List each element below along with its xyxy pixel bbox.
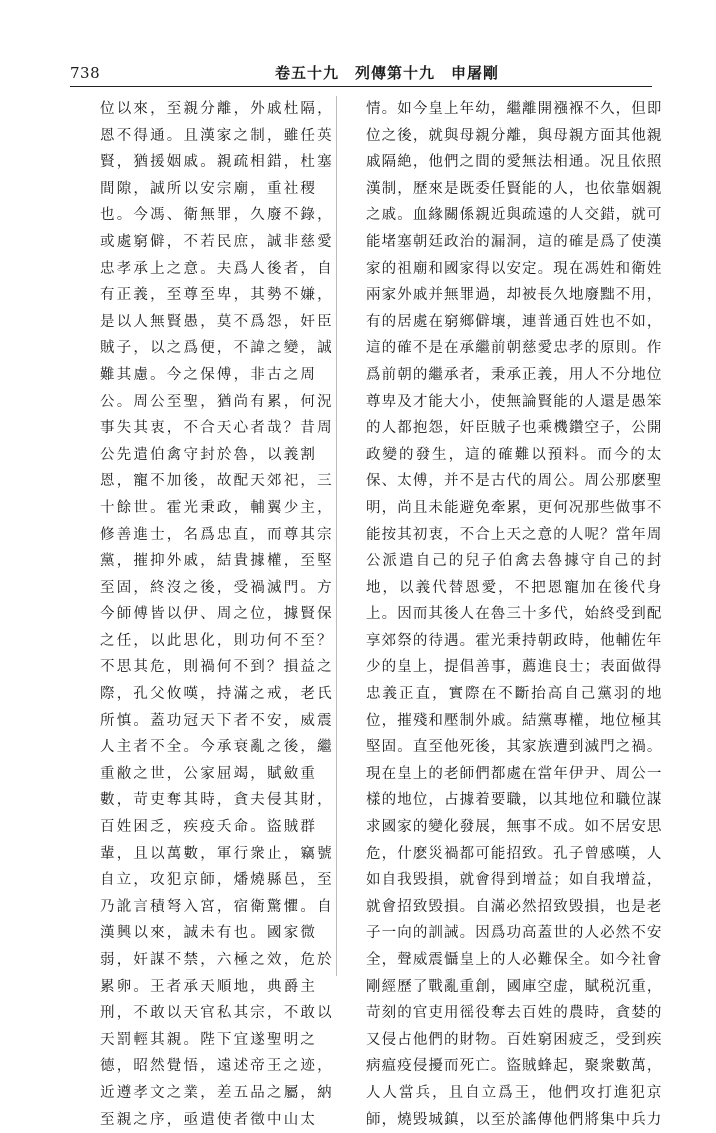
translation-text-line: 位，摧殘和壓制外戚。結黨專權，地位極其 [366,712,662,729]
translation-text-line: 地，以義代替恩愛，不把恩寵加在後代身 [366,579,662,596]
classical-text-line: 賊子，以之爲便，不諱之變，誠 [100,340,334,357]
translation-text-line: 尊卑及才能大小，使無論賢能的人還是愚笨 [366,393,662,410]
translation-text-line: 子一向的訓誡。因爲功高蓋世的人必然不安 [366,925,662,942]
classical-text-line: 近遵孝文之業，差五品之屬，納 [100,1084,334,1101]
translation-text-line: 如自我毁損，就會得到增益；如自我增益， [366,872,662,889]
translation-text-line: 情。如今皇上年幼，繼離開襁褓不久，但即 [366,101,662,117]
translation-text-column [366,96,662,1128]
classical-text-line: 德，昭然覺悟，遠述帝王之迹， [100,1058,334,1075]
column-divider [336,96,337,976]
classical-text-line: 所慎。蓋功冠天下者不安，威震 [100,712,334,729]
translation-text-line: 求國家的變化發展，無事不成。如不居安思 [366,819,662,836]
translation-text-line: 爲前朝的繼承者，秉承正義，用人不分地位 [366,366,662,383]
translation-text-line: 又侵占他們的財物。百姓窮困疲乏，受到疾 [366,1031,662,1048]
translation-text-line: 樣的地位，占據着要職，以其地位和職位謀 [366,792,662,809]
translation-text-line: 位之後，就與母親分離，與母親方面其他親 [366,127,662,144]
classical-text-line: 百姓困乏，疾疫夭命。盜賊群 [100,819,318,836]
classical-text-line: 修善進士，名爲忠直，而尊其宗 [100,526,334,543]
classical-text-line: 也。今馮、衛無罪，久廢不錄， [100,207,334,224]
classical-text-line: 或處窮僻，不若民庶，誠非慈愛 [100,233,334,250]
translation-text-line: 這的確不是在承繼前朝慈愛忠孝的原則。作 [366,340,662,357]
classical-text-column [100,96,334,1128]
classical-text-line: 重敝之世，公家屈竭，賦斂重 [100,765,318,782]
classical-text-line: 乃訛言積弩入宮，宿衛驚懼。自 [100,898,334,915]
translation-text-line: 上。因而其後人在魯三十多代，始終受到配 [366,606,662,623]
translation-text-line: 就會招致毁損。自滿必然招致毁損，也是老 [366,898,662,915]
translation-text-line: 享郊祭的待遇。霍光秉持朝政時，他輔佐年 [366,632,662,649]
classical-text-line: 恩，寵不加後，故配天郊祀，三 [100,473,334,490]
classical-text-line: 事失其衷，不合天心者哉？昔周 [100,420,334,437]
classical-text-line: 黨，摧抑外戚，結貴據權，至堅 [100,553,334,570]
classical-text-line: 是以人無賢愚，莫不爲怨，奸臣 [100,313,334,330]
classical-text-line: 刑，不敢以天官私其宗，不敢以 [100,1005,334,1022]
classical-text-line: 公。周公至聖，猶尚有累，何況 [100,393,334,410]
classical-text-line: 不思其危，則禍何不到？損益之 [100,659,334,676]
page-number: 738 [70,64,101,82]
classical-text-line: 人主者不全。今承衰亂之後，繼 [100,739,334,756]
translation-text-line: 剛經歷了戰亂重創，國庫空虚，賦税沉重， [366,978,662,995]
translation-text-line: 能按其初衷，不合上天之意的人呢？當年周 [366,526,662,543]
translation-text-line: 現在皇上的老師們都處在當年伊尹、周公一 [366,765,662,782]
translation-text-line: 能堵塞朝廷政治的漏洞，這的確是爲了使漢 [366,233,662,250]
classical-text-line: 十餘世。霍光秉政，輔翼少主， [100,499,334,516]
translation-text-line: 漢制，歷來是既委任賢能的人，也依靠姻親 [366,180,662,197]
classical-text-line: 恩不得通。且漢家之制，雖任英 [100,127,334,144]
classical-text-line: 弱，奸謀不禁，六極之效，危於 [100,952,334,968]
translation-text-line: 家的祖廟和國家得以安定。現在馮姓和衛姓 [366,260,662,277]
classical-text-line: 位以來，至親分離，外戚杜隔， [100,101,334,117]
classical-text-line: 漢興以來，誠未有也。國家微 [100,925,318,942]
classical-text-line: 今師傅皆以伊、周之位，據賢保 [100,606,334,623]
classical-text-line: 輩，且以萬數，軍行衆止，竊號 [100,845,334,862]
translation-text-line: 病瘟疫侵擾而死亡。盜賊蜂起，聚衆數萬， [366,1058,662,1075]
translation-text-line: 全，聲威震懾皇上的人必難保全。如今社會 [366,952,662,968]
translation-text-line: 人人當兵，且自立爲王，他們攻打進犯京 [366,1084,662,1101]
classical-text-line: 自立，攻犯京師，燔燒縣邑，至 [100,872,334,889]
translation-text-line: 戚隔絶，他們之間的愛無法相通。况且依照 [366,154,662,171]
translation-text-line: 危，什麽災禍都可能招致。孔子曾感嘆，人 [366,845,662,862]
classical-text-line: 至親之序，亟遣使者徵中山太 [100,1111,318,1128]
translation-text-line: 兩家外戚并無罪過，却被長久地廢黜不用， [366,287,662,304]
classical-text-line: 忠孝承上之意。夫爲人後者，自 [100,260,334,277]
running-head: 卷五十九 列傳第十九 申屠剛 [275,64,500,82]
classical-text-line: 數，苛吏奪其時，貪夫侵其財， [100,792,334,809]
classical-text-line: 賢，猶援姻戚。親疏相錯，杜塞 [100,154,334,171]
classical-text-line: 之任，以此思化，則功何不至？ [100,632,334,649]
translation-text-line: 師，燒毁城鎮，以至於謠傳他們將集中兵力 [366,1111,662,1128]
translation-text-line: 忠義正直，實際在不斷抬高自己黨羽的地 [366,686,662,703]
classical-text-line: 天罰輕其親。陛下宜遂聖明之 [100,1031,318,1048]
translation-text-line: 有的居處在窮鄉僻壤，連普通百姓也不如， [366,313,662,330]
classical-text-line: 公先遣伯禽守封於魯，以義割 [100,446,318,463]
translation-text-line: 堅固。直至他死後，其家族遭到滅門之禍。 [366,739,662,756]
classical-text-line: 難其慮。今之保傅，非古之周 [100,366,318,383]
classical-text-line: 至固，終沒之後，受禍滅門。方 [100,579,334,596]
header-rule [70,86,652,87]
translation-text-line: 公派遣自己的兒子伯禽去魯據守自己的封 [366,553,662,570]
classical-text-line: 間隙，誠所以安宗廟，重社稷 [100,180,318,197]
classical-text-line: 際，孔父攸嘆，持滿之戒，老氏 [100,686,334,703]
translation-text-line: 之戚。血緣關係親近與疏遠的人交錯，就可 [366,207,662,224]
classical-text-line: 累卵。王者承天順地，典爵主 [100,978,318,995]
classical-text-line: 有正義，至尊至卑，其勢不嫌， [100,287,334,304]
translation-text-line: 保、太傅，并不是古代的周公。周公那麽聖 [366,473,662,490]
translation-text-line: 苛刻的官吏用徭役奪去百姓的農時，貪婪的 [366,1005,662,1022]
translation-text-line: 的人都抱怨，奸臣賊子也乘機鑽空子，公開 [366,420,662,437]
translation-text-line: 政變的發生，這的確難以預料。而今的太 [366,446,662,463]
translation-text-line: 少的皇上，提倡善事，薦進良士；表面做得 [366,659,662,676]
translation-text-line: 明，尚且未能避免牽累，更何况那些做事不 [366,499,662,516]
